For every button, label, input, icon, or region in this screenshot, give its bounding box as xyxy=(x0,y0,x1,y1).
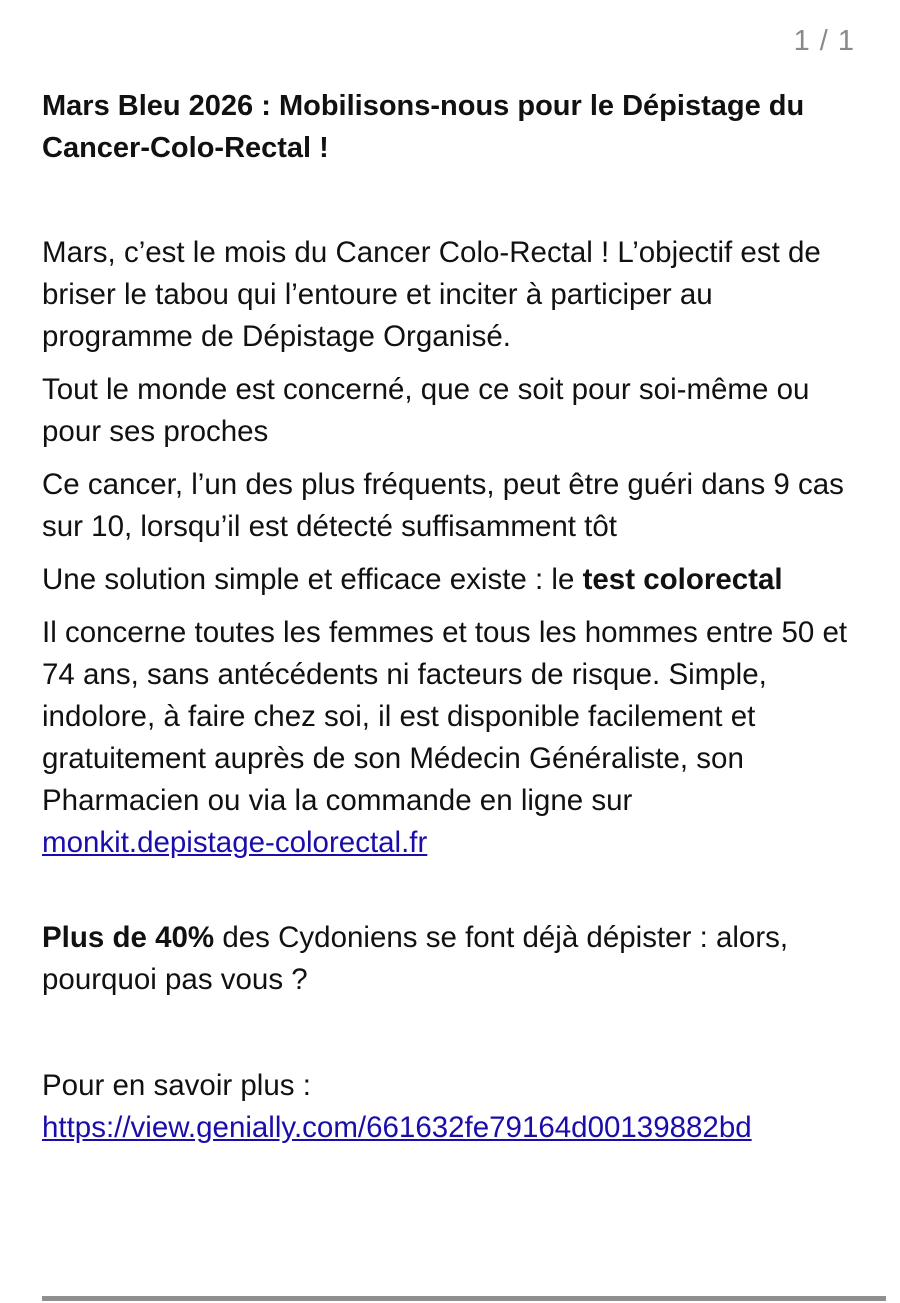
paragraph-concerned: Tout le monde est concerné, que ce soit pour soi-même ou pour ses proches xyxy=(42,373,810,448)
bottom-divider xyxy=(42,1296,886,1301)
genially-link[interactable]: https://view.genially.com/661632fe79164d00139882bd xyxy=(42,1111,752,1144)
paragraph-solution xyxy=(42,559,862,601)
more-info-label: Pour en savoir plus : xyxy=(42,1069,311,1102)
solution-bold: test colorectal xyxy=(582,563,783,596)
paragraph-intro: Mars, c’est le mois du Cancer Colo-Rectal ! L’objectif est de briser le tabou qui l’entoure et inciter à participer au programme de Dépistage Organisé. xyxy=(42,236,821,353)
statistic-text: des Cydoniens se font déjà dépister : alors, pourquoi pas vous ? xyxy=(42,921,789,996)
page-counter: 1 / 1 xyxy=(793,25,855,57)
article-title: Mars Bleu 2026 : Mobilisons-nous pour le Dépistage du Cancer-Colo-Rectal ! xyxy=(42,90,805,164)
paragraph-more-info xyxy=(42,1065,862,1149)
eligibility-text: Il concerne toutes les femmes et tous les hommes entre 50 et 74 ans, sans antécédents ni facteurs de risque. Simple, indolore, à faire chez soi, il est disponible facilement et gratuitement auprès de son Médecin Généraliste, son Pharmacien ou via la commande en ligne sur xyxy=(42,616,848,817)
statistic-bold: Plus de 40% xyxy=(42,921,215,954)
paragraph-statistic xyxy=(42,917,862,1001)
article-body xyxy=(42,85,862,1149)
solution-text: Une solution simple et efficace existe : le xyxy=(42,563,583,596)
paragraph-cure-rate: Ce cancer, l’un des plus fréquents, peut être guéri dans 9 cas sur 10, lorsqu’il est détecté suffisamment tôt xyxy=(42,468,844,543)
paragraph-eligibility xyxy=(42,612,862,864)
monkit-link[interactable]: monkit.depistage-colorectal.fr xyxy=(42,826,428,859)
